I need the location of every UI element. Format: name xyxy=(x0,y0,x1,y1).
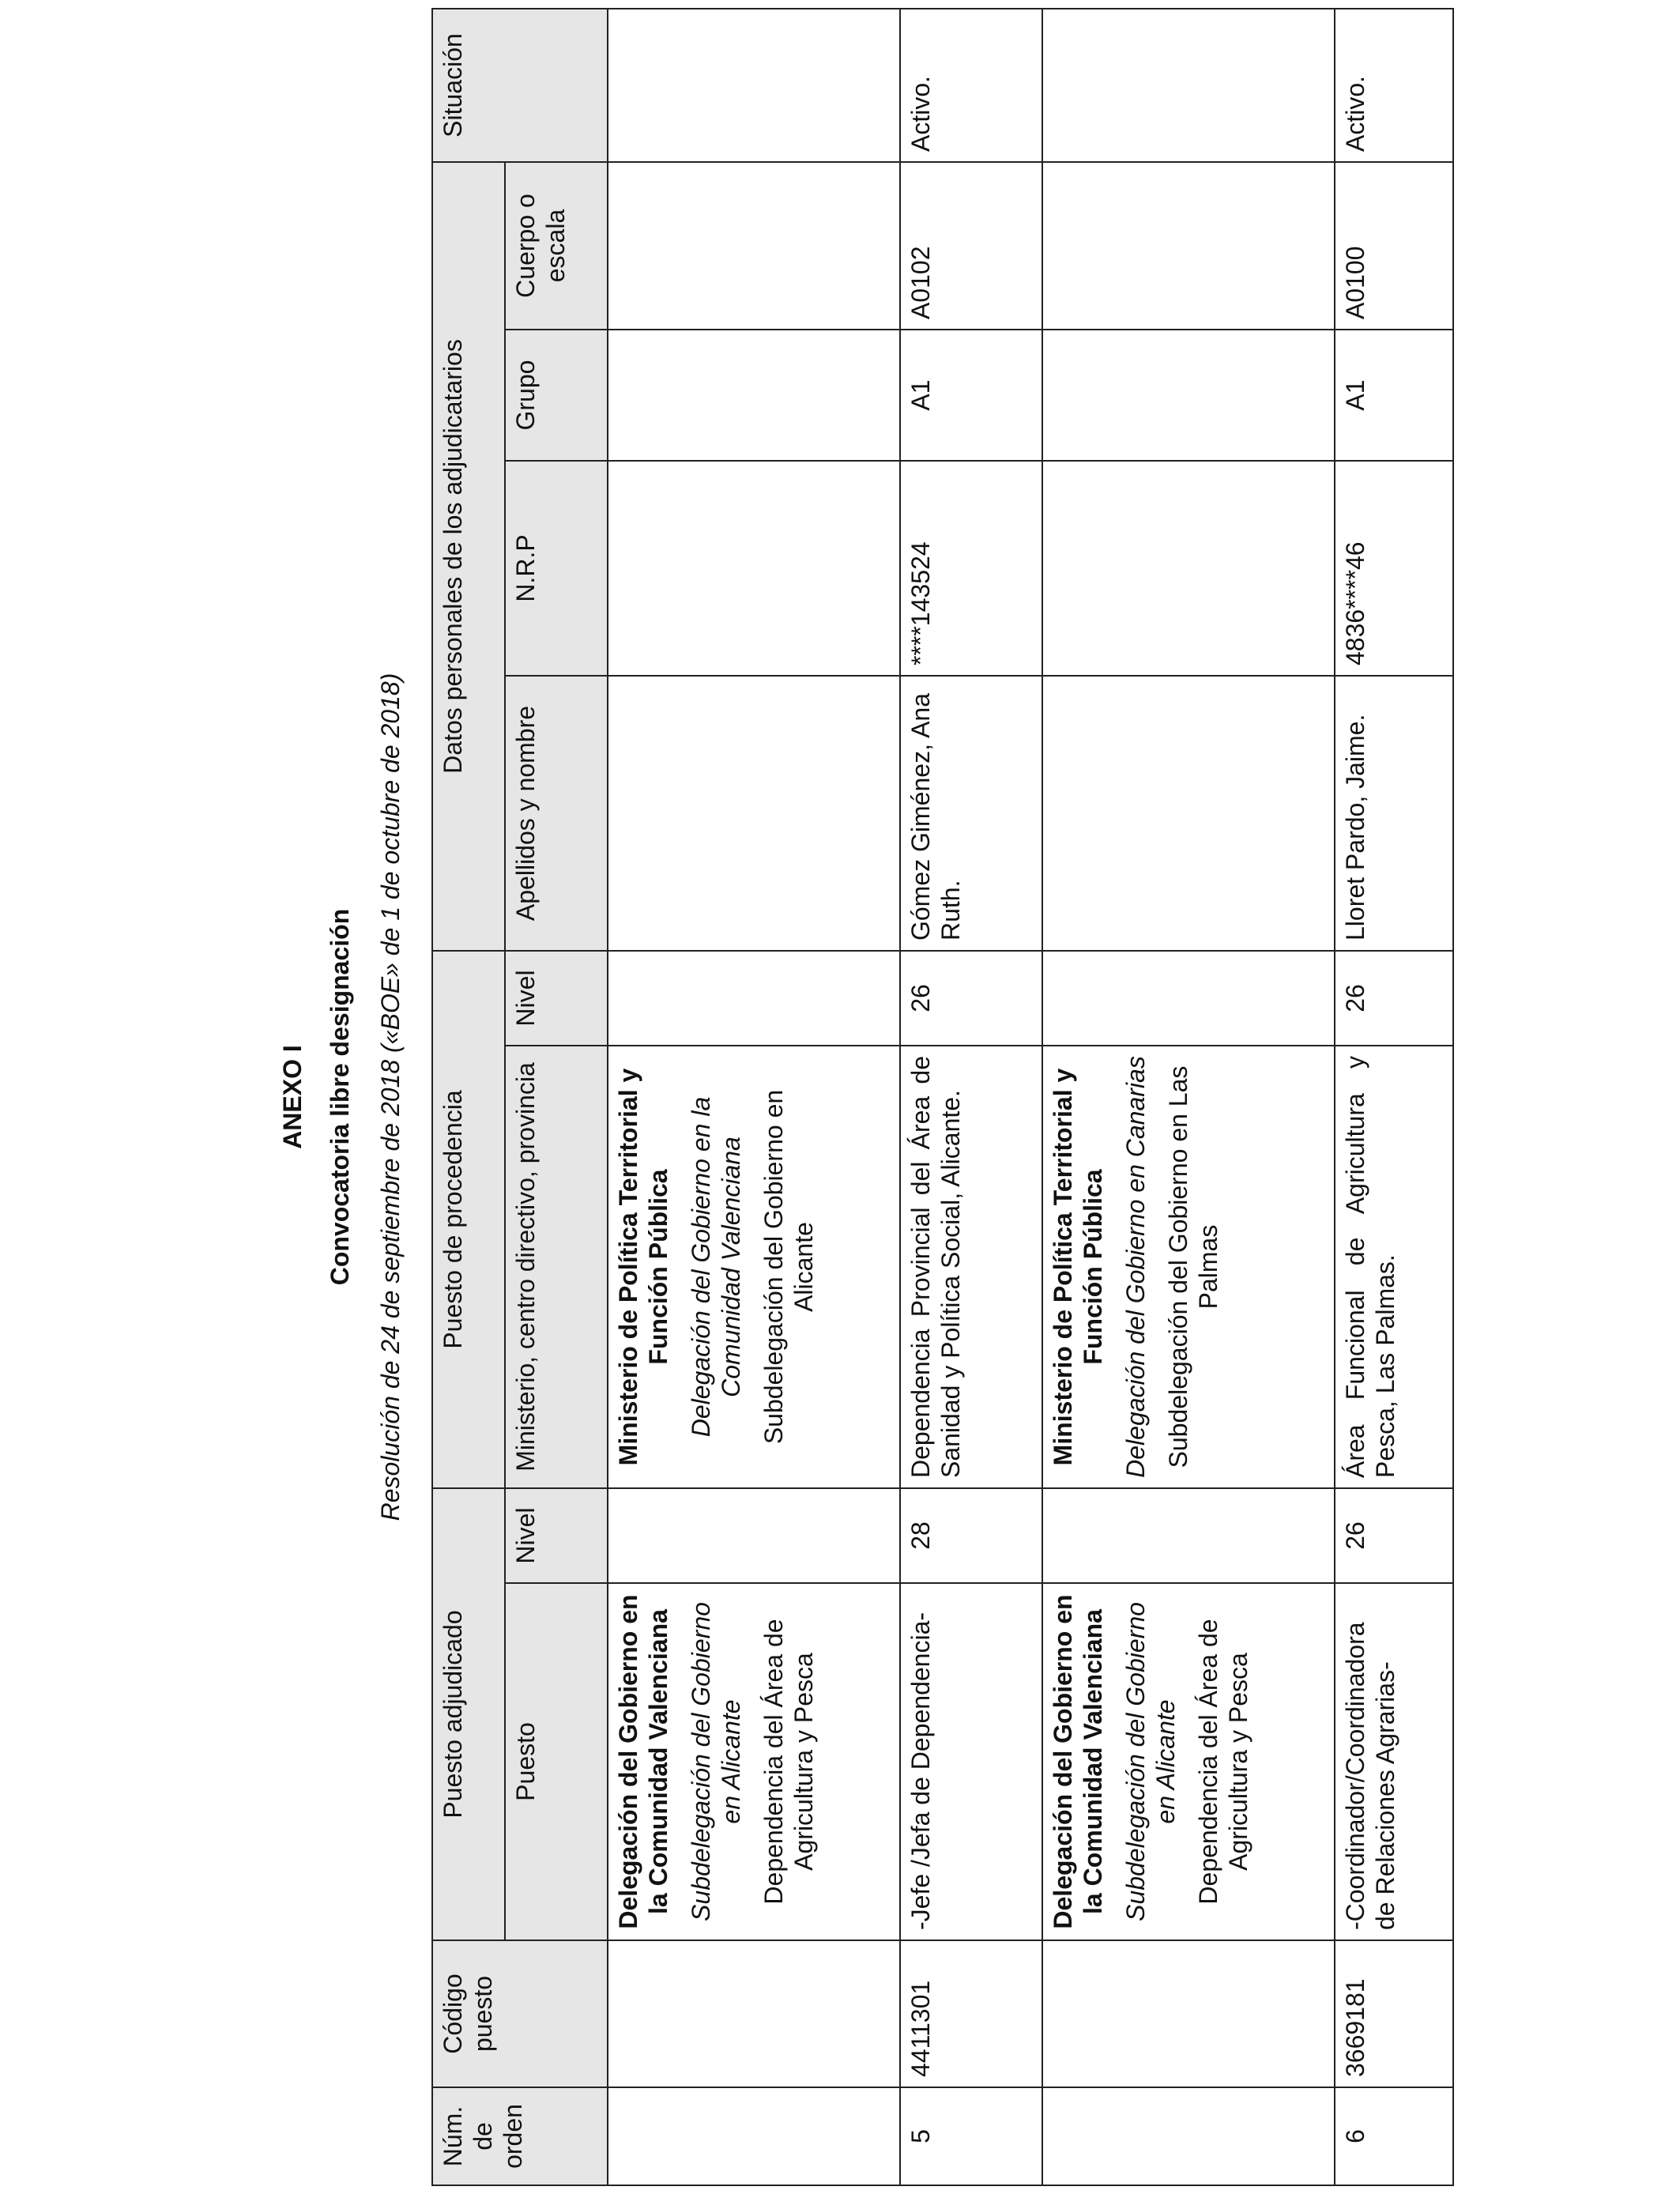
header-row-groups xyxy=(432,9,505,2185)
orig-subdelegacion: Subdelegación del Gobierno en Alicante xyxy=(759,1089,818,1445)
cell-apellidos-nombre: Gómez Giménez, Ana Ruth. xyxy=(900,676,1042,951)
header-puesto-adjudicado: Puesto adjudicado xyxy=(432,1488,505,1940)
orig-ministerio: Ministerio de Política Territorial y Función Pública xyxy=(614,1068,672,1466)
cell-puesto: -Coordinador/Coordinadora de Relaciones Agrarias- xyxy=(1335,1583,1453,1940)
cell-codigo: 4411301 xyxy=(900,1940,1042,2087)
cell-nrp: ****143524 xyxy=(900,461,1042,676)
section-row xyxy=(1042,9,1335,2185)
cell-situacion: Activo. xyxy=(1335,9,1453,162)
cell-codigo: 3669181 xyxy=(1335,1940,1453,2087)
dest-subdelegacion: Subdelegación del Gobierno en Alicante xyxy=(687,1602,745,1921)
cell-num-orden: 5 xyxy=(900,2087,1042,2185)
orig-ministerio: Ministerio de Política Territorial y Función Pública xyxy=(1049,1068,1107,1466)
origin-unit xyxy=(608,1046,900,1488)
dest-subdelegacion: Subdelegación del Gobierno en Alicante xyxy=(1121,1602,1180,1921)
cell-cuerpo: A0100 xyxy=(1335,162,1453,330)
header-nivel-procedencia: Nivel xyxy=(505,951,608,1046)
header-situacion: Situación xyxy=(432,9,608,162)
header-ministerio: Ministerio, centro directivo, provincia xyxy=(505,1046,608,1488)
header-apellidos-nombre: Apellidos y nombre xyxy=(505,676,608,951)
cell-nivel-procedencia: 26 xyxy=(1335,951,1453,1046)
cell-procedencia: Área Funcional de Agricultura y Pesca, Las Palmas. xyxy=(1335,1046,1453,1488)
cell-nivel: 28 xyxy=(900,1488,1042,1583)
dest-dependencia: Dependencia del Área de Agricultura y Pesca xyxy=(759,1619,818,1905)
cell-nivel-procedencia: 26 xyxy=(900,951,1042,1046)
table-row xyxy=(900,9,1042,2185)
destination-unit xyxy=(608,1583,900,1940)
cell-grupo: A1 xyxy=(900,330,1042,461)
header-codigo-puesto: Código puesto xyxy=(432,1940,608,2087)
section-row xyxy=(608,9,900,2185)
header-cuerpo-escala: Cuerpo o escala xyxy=(505,162,608,330)
dest-delegacion: Delegación del Gobierno en la Comunidad Valenciana xyxy=(1049,1594,1107,1929)
header-datos-personales: Datos personales de los adjudicatarios xyxy=(432,162,505,951)
header-puesto-procedencia: Puesto de procedencia xyxy=(432,951,505,1488)
adjudication-table xyxy=(431,8,1454,2186)
orig-delegacion: Delegación del Gobierno en Canarias xyxy=(1121,1056,1150,1478)
header-nivel: Nivel xyxy=(505,1488,608,1583)
annex-title: ANEXO I xyxy=(278,1045,307,1149)
header-puesto: Puesto xyxy=(505,1583,608,1940)
orig-subdelegacion: Subdelegación del Gobierno en Las Palmas xyxy=(1164,1065,1222,1468)
cell-puesto: -Jefe /Jefa de Dependencia- xyxy=(900,1583,1042,1940)
destination-unit xyxy=(1042,1583,1335,1940)
header-num-orden: Núm. de orden xyxy=(432,2087,608,2185)
dest-dependencia: Dependencia del Área de Agricultura y Pesca xyxy=(1194,1619,1252,1905)
table-row xyxy=(1335,9,1453,2185)
document-title: Convocatoria libre designación xyxy=(326,908,354,1286)
orig-delegacion: Delegación del Gobierno en la Comunidad Valenciana xyxy=(687,1096,745,1438)
cell-grupo: A1 xyxy=(1335,330,1453,461)
header-nrp: N.R.P xyxy=(505,461,608,676)
resolution-subtitle: Resolución de 24 de septiembre de 2018 («BOE» de 1 de octubre de 2018) xyxy=(376,673,405,1521)
cell-num-orden: 6 xyxy=(1335,2087,1453,2185)
cell-procedencia: Dependencia Provincial del Área de Sanidad y Política Social, Alicante. xyxy=(900,1046,1042,1488)
cell-nivel: 26 xyxy=(1335,1488,1453,1583)
cell-nrp: 4836****46 xyxy=(1335,461,1453,676)
cell-cuerpo: A0102 xyxy=(900,162,1042,330)
header-grupo: Grupo xyxy=(505,330,608,461)
dest-delegacion: Delegación del Gobierno en la Comunidad Valenciana xyxy=(614,1594,672,1929)
cell-situacion: Activo. xyxy=(900,9,1042,162)
cell-apellidos-nombre: Lloret Pardo, Jaime. xyxy=(1335,676,1453,951)
header-row-columns xyxy=(505,9,608,2185)
origin-unit xyxy=(1042,1046,1335,1488)
